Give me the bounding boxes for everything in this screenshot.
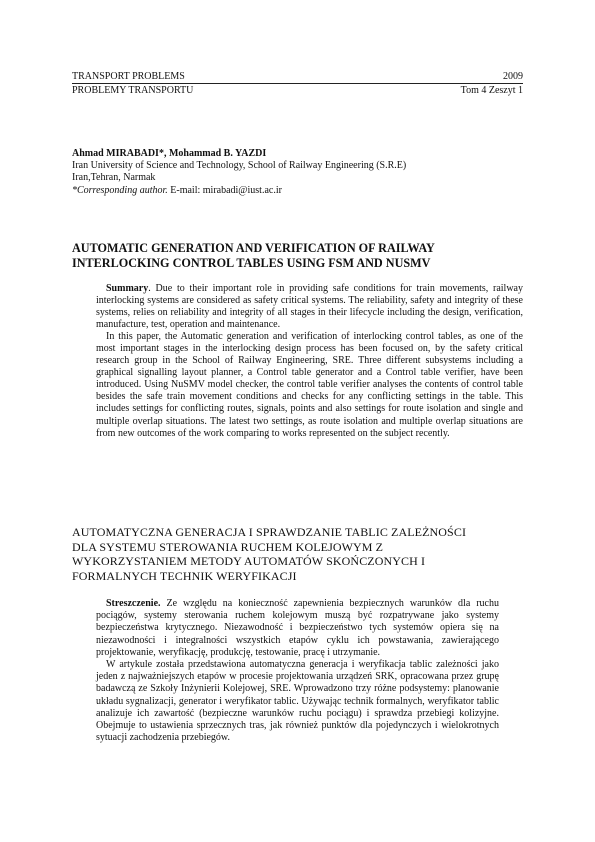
streszczenie-label: Streszczenie. <box>106 598 161 609</box>
paper-title-en <box>72 241 523 270</box>
summary-paragraph-1 <box>96 283 523 331</box>
streszczenie-paragraph-2: W artykule została przedstawiona automatyczna generacja i weryfikacja tablic zależności jako jeden z najważniejszych etapów w procesie projektowania urządzeń SRK, opracowana przez grupę badawczą ze Szkoły Inżynierii Kolejowej, SRE. Wprowadzono trzy różne podsystemy: planowanie układu sygnalizacji, generator i weryfikator tablic. Używając technik formalnych, weryfikator tablic analizuje ich zawartość (bezpieczne warunków ruchu pociągu) i sprawdza przebiegi kolizyjne. Obejmuje to ustawienia sprzecznych tras, jak również punktów dla pojedynczych i wielokrotnych sytuacji zachodzenia przebiegów. <box>96 659 499 744</box>
title-pl-line-4: FORMALNYCH TECHNIK WERYFIKACJI <box>72 568 297 583</box>
author-location: Iran,Tehran, Narmak <box>72 172 156 184</box>
corresponding-label: *Corresponding author. <box>72 184 168 196</box>
streszczenie-section <box>96 598 499 744</box>
corresponding-email: E-mail: mirabadi@iust.ac.ir <box>167 184 282 196</box>
running-header-bottom <box>72 85 523 97</box>
streszczenie-paragraph-1 <box>96 598 499 659</box>
title-pl-line-3: WYKORZYSTANIEM METODY AUTOMATÓW SKOŃCZONYCH I <box>72 554 426 569</box>
journal-name-en: TRANSPORT PROBLEMS <box>72 71 185 82</box>
summary-text-1: . Due to their important role in providing safe conditions for train movements, railway interlocking systems are considered as safety critical systems. The reliability, safety and integrity of these systems, relies on reliability and integrity of all stages in their lifecycle including the design, verification, manufacture, test, operation and maintenance. <box>96 283 523 331</box>
paper-title-pl <box>72 525 532 583</box>
title-pl-line-1: AUTOMATYCZNA GENERACJA I SPRAWDZANIE TABLIC ZALEŻNOŚCI <box>72 525 467 539</box>
summary-section <box>96 283 523 440</box>
title-en-line-1: AUTOMATIC GENERATION AND VERIFICATION OF RAILWAY <box>72 241 435 255</box>
author-affiliation: Iran University of Science and Technology, School of Railway Engineering (S.R.E) <box>72 160 407 172</box>
author-names: Ahmad MIRABADI*, Mohammad B. YAZDI <box>72 148 267 159</box>
header-rule <box>72 83 523 84</box>
corresponding-author <box>72 185 523 197</box>
title-pl-line-2: DLA SYSTEMU STEROWANIA RUCHEM KOLEJOWYM Z <box>72 539 384 554</box>
title-en-line-2: INTERLOCKING CONTROL TABLES USING FSM AND NUSMV <box>72 255 431 270</box>
author-block <box>72 148 523 197</box>
summary-paragraph-2: In this paper, the Automatic generation and verification of interlocking control tables, as one of the most important stages in the interlocking design process has been focused on, by the safety critical research group in the School of Railway Engineering, SRE. Three different subsystems including a graphical signalling layout planner, a Control table generator and a Control table verifier, have been introduced. Using NuSMV model checker, the control table verifier analyses the contents of control table besides the safe train movement conditions and checks for any conflicting settings in the table. This includes settings for conflicting routes, signals, points and also settings for route isolation and single and multiple overlap situations. The latest two settings, as route isolation and multiple overlap situations are from new outcomes of the work comparing to works represented on the subject recently. <box>96 331 523 439</box>
summary-label: Summary <box>106 283 149 294</box>
journal-name-pl: PROBLEMY TRANSPORTU <box>72 85 194 96</box>
streszczenie-text-1: Ze względu na konieczność zapewnienia bezpiecznych warunków dla ruchu pociągów, systemy sterowania ruchem kolejowym muszą być rozpatrywane jako systemy bezpieczeństwa krytycznego. Niezawodność i bezpieczeństwo tych systemów opiera się na niezawodności i integralności wszystkich etapów cyklu ich powstawania, zawierającego projektowanie, weryfikację, produkcję, testowanie, pracę i utrzymanie. <box>96 598 499 658</box>
journal-volume: Tom 4 Zeszyt 1 <box>460 85 523 96</box>
journal-year: 2009 <box>503 71 523 82</box>
running-header-top <box>72 71 523 83</box>
